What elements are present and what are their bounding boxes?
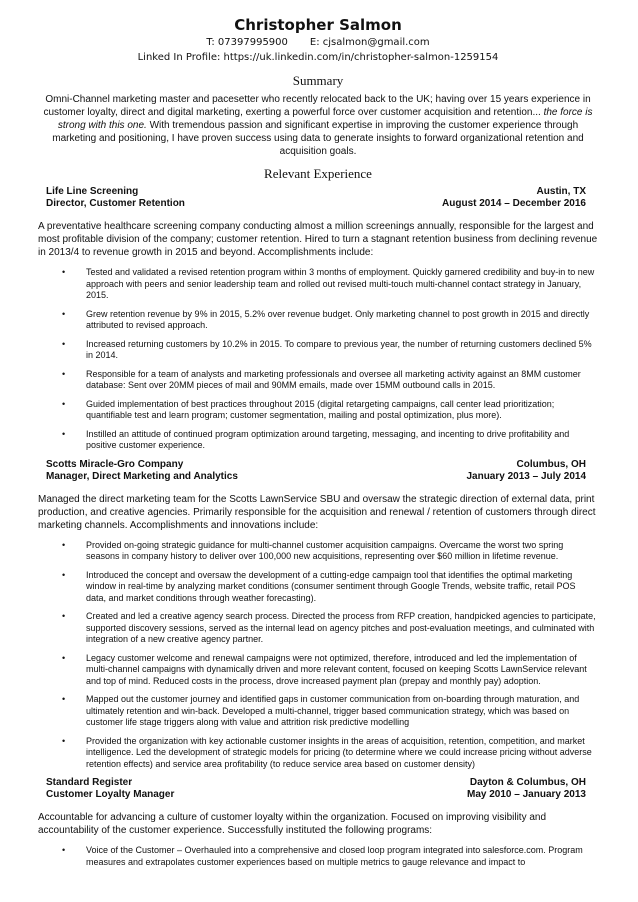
job-company: Scotts Miracle-Gro Company (46, 458, 184, 470)
linkedin-line (38, 50, 598, 65)
job-dates: January 2013 – July 2014 (466, 470, 586, 482)
job-location: Dayton & Columbus, OH (469, 777, 586, 788)
list-item: • Provided on-going strategic guidance for multi-channel customer acquisition campaigns. Overcame the worst two spring seasons in company history to deliver over 100,000 new acquisitions, representing over $60 million in lifetime revenue. (62, 540, 598, 563)
job-company-row (38, 777, 598, 789)
list-item: • Instilled an attitude of continued program optimization around targeting, messaging, and incenting to drive profitability and positive customer experience. (62, 429, 598, 452)
job-role: Manager, Direct Marketing and Analytics (46, 470, 238, 482)
job-company-row (38, 186, 598, 198)
linkedin-link[interactable]: https://uk.linkedin.com/in/christopher-salmon-1259154 (223, 52, 499, 63)
job-company: Life Line Screening (46, 186, 139, 197)
job-accomplishments (38, 540, 598, 771)
email-address: E: cjsalmon@gmail.com (309, 37, 430, 48)
job-role: Director, Customer Retention (46, 198, 185, 209)
list-item: • Provided the organization with key actionable customer insights in the areas of acquisition, retention, competition, and market intelligence. Led the development of strategic models for pricing (to determine where we could increase pricing without adverse retention effects) and service area profitability (to reduce service area based on customer density) (62, 736, 598, 771)
summary-heading: Summary (292, 73, 344, 88)
list-item: • Increased returning customers by 10.2% in 2015. To compare to previous year, the number of returning customers declined 5% in 2014. (62, 339, 598, 362)
job-location: Austin, TX (536, 186, 586, 197)
list-item: • Legacy customer welcome and renewal campaigns were not optimized, therefore, introduced and led the implementation of multi-channel campaigns with dynamically driven and more relevant content, focused on keeping Scotts LawnService relevant and top of mind. Reduced costs in the process, drove increased payment plan (prepay and monthly pay) adoption. (62, 653, 598, 688)
summary-text (38, 93, 598, 158)
list-item: • Grew retention revenue by 9% in 2015, 5.2% over revenue budget. Only marketing channel to post growth in 2015 and directly attributed to revised approach. (62, 309, 598, 332)
list-item: • Created and led a creative agency search process. Directed the process from RFP creation, handpicked agencies to participate, supported discovery sessions, served as the internal lead on agency pitches and post-evaluation meetings, and culminated with integration of a new creative agency partner. (62, 611, 598, 646)
summary-text-start: Omni-Channel marketing master and pacesetter who recently relocated back to the UK; having over 15 years experience in customer loyalty, direct and digital marketing, exerting a powerful force over customer acquisition and retention... (43, 94, 591, 118)
candidate-name: Christopher Salmon (234, 16, 402, 34)
summary-text-end: With tremendous passion and significant expertise in improving the customer experience through marketing and positioning, I have proven success using data to generate insights to forward organizational retention and acquisition goals. (52, 120, 584, 157)
list-item: • Tested and validated a revised retention program within 3 months of employment. Quickly garnered credibility and buy-in to new approach with peers and senior leadership team and rolled out revised multi-touch multi-channel contact strategy in January, 2015. (62, 267, 598, 302)
job-description: Accountable for advancing a culture of customer loyalty within the organization. Focused on improving visibility and accountability of the customer experience. Successfully instituted the following programs: (38, 812, 547, 836)
list-item: • Guided implementation of best practices throughout 2015 (digital retargeting campaigns, call center lead prioritization; quantifiable test and learn program; customer segmentation, mailing and postal optimization, plus more). (62, 399, 598, 422)
linkedin-label: Linked In Profile: (137, 52, 221, 63)
job-role-row (38, 198, 598, 210)
list-item: • Responsible for a team of analysts and marketing professionals and oversee all marketing activity against an 8MM customer database: Sent over 20MM pieces of mail and 90MM emails, made over 15MM outbound calls in 2015. (62, 369, 598, 392)
job-company: Standard Register (46, 777, 133, 788)
job-entry (38, 777, 598, 868)
experience-heading: Relevant Experience (264, 166, 372, 181)
job-description: Managed the direct marketing team for the Scotts LawnService SBU and oversaw the strategic direction of external data, print production, and creative agencies. Primarily responsible for the acquisition and renewal / retention of customers through direct marketing channels. Accomplishments and innovations include: (38, 493, 596, 531)
job-dates: August 2014 – December 2016 (442, 198, 586, 209)
job-entry (38, 186, 598, 452)
job-role-row (38, 789, 598, 801)
job-role-row (38, 471, 598, 483)
list-item: • Voice of the Customer – Overhauled into a comprehensive and closed loop program integrated into salesforce.com. Program measures and extrapolates customer experiences based on multiple metrics to gauge relevance and impact to (62, 845, 598, 868)
job-dates: May 2010 – January 2013 (467, 789, 586, 800)
contact-line (38, 35, 598, 50)
job-accomplishments (38, 845, 598, 868)
job-entry (38, 459, 598, 771)
list-item: • Mapped out the customer journey and identified gaps in customer communication from on-boarding through maturation, and ultimately retention and win-back. Developed a multi-channel, trigger based communication strategy, which was based on customer life stage triggers along with value and attrition risk predictive modelling (62, 694, 598, 729)
job-description: A preventative healthcare screening company conducting almost a million screenings annually, responsible for the largest and most profitable division of the company; customer retention. Hired to turn a stagnant retention business from declining revenue in 2013/4 to revenue growth in 2015 and beyond. Accomplishments include: (38, 221, 598, 258)
job-accomplishments (38, 267, 598, 452)
job-location: Columbus, OH (516, 458, 586, 470)
summary-text-italic: the force is strong with this one. (57, 107, 593, 131)
phone-number: T: 07397995900 (206, 37, 288, 48)
list-item: • Introduced the concept and oversaw the development of a cutting-edge campaign tool that identifies the optimal marketing window in real-time by analyzing market conditions (consumer sentiment through Google Trends, website traffic, retail POS data, and market conditions through weather forecasting). (62, 570, 598, 605)
job-role: Customer Loyalty Manager (46, 789, 175, 800)
job-company-row (38, 459, 598, 471)
